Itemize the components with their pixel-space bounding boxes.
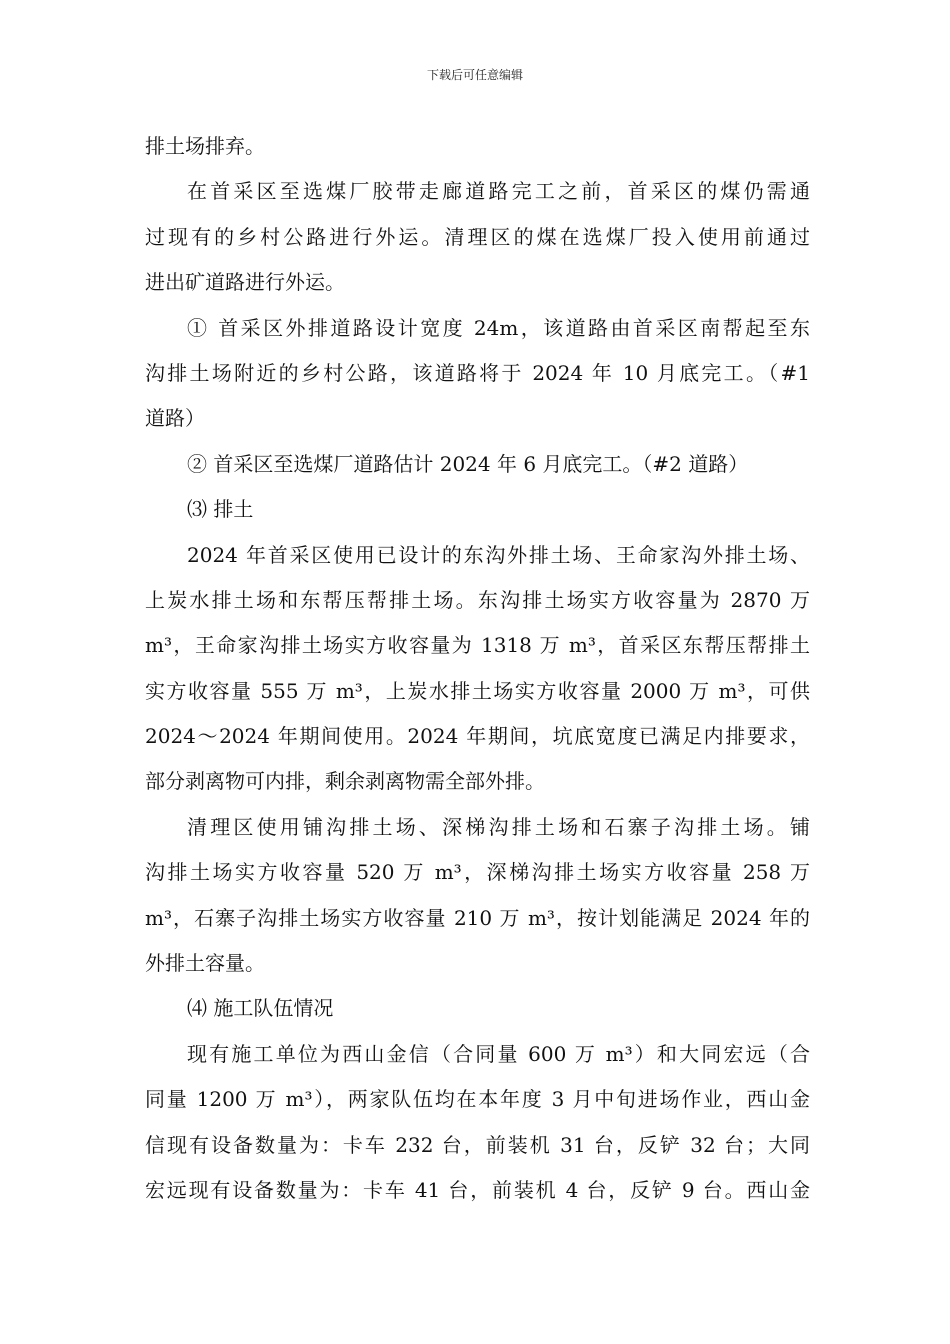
- body-text: [145, 124, 810, 1213]
- text-line: 沟排土场实方收容量 520 万 m³，深梯沟排土场实方收容量 258 万: [145, 860, 810, 885]
- text-line: 沟排土场附近的乡村公路，该道路将于 2024 年 10 月底完工。（#1: [145, 360, 810, 385]
- text-line: m³，王命家沟排土场实方收容量为 1318 万 m³，首采区东帮压帮排土: [145, 633, 810, 658]
- text-line: ① 首采区外排道路设计宽度 24m，该道路由首采区南帮起至东: [187, 315, 810, 340]
- text-line: ⑶ 排土: [187, 497, 254, 522]
- text-line: ⑷ 施工队伍情况: [187, 996, 334, 1021]
- text-line: 外排土容量。: [145, 951, 265, 976]
- text-line: m³，石寨子沟排土场实方收容量 210 万 m³，按计划能满足 2024 年的: [145, 905, 810, 930]
- text-line: 部分剥离物可内排，剩余剥离物需全部外排。: [145, 769, 545, 794]
- text-line: 清理区使用铺沟排土场、深梯沟排土场和石寨子沟排土场。铺: [187, 814, 810, 839]
- text-line: 信现有设备数量为：卡车 232 台，前装机 31 台，反铲 32 台；大同: [145, 1132, 810, 1157]
- text-line: 过现有的乡村公路进行外运。清理区的煤在选煤厂投入使用前通过: [145, 224, 810, 249]
- text-line: 道路）: [145, 406, 205, 431]
- page-header: 下载后可任意编辑: [426, 68, 523, 82]
- text-line: 现有施工单位为西山金信（合同量 600 万 m³）和大同宏远（合: [187, 1041, 810, 1066]
- text-line: 在首采区至选煤厂胶带走廊道路完工之前，首采区的煤仍需通: [187, 179, 810, 204]
- text-line: ② 首采区至选煤厂道路估计 2024 年 6 月底完工。（#2 道路）: [187, 451, 749, 476]
- text-line: 上炭水排土场和东帮压帮排土场。东沟排土场实方收容量为 2870 万: [145, 587, 810, 612]
- text-line: 2024 年首采区使用已设计的东沟外排土场、王命家沟外排土场、: [187, 542, 810, 567]
- text-line: 进出矿道路进行外运。: [145, 270, 345, 295]
- text-line: 同量 1200 万 m³），两家队伍均在本年度 3 月中旬进场作业，西山金: [145, 1087, 810, 1112]
- text-line: 2024～2024 年期间使用。2024 年期间，坑底宽度已满足内排要求，: [145, 724, 810, 749]
- text-line: 宏远现有设备数量为：卡车 41 台，前装机 4 台，反铲 9 台。西山金: [145, 1177, 810, 1202]
- text-line: 排土场排弃。: [145, 134, 265, 158]
- text-line: 实方收容量 555 万 m³，上炭水排土场实方收容量 2000 万 m³，可供: [145, 678, 810, 703]
